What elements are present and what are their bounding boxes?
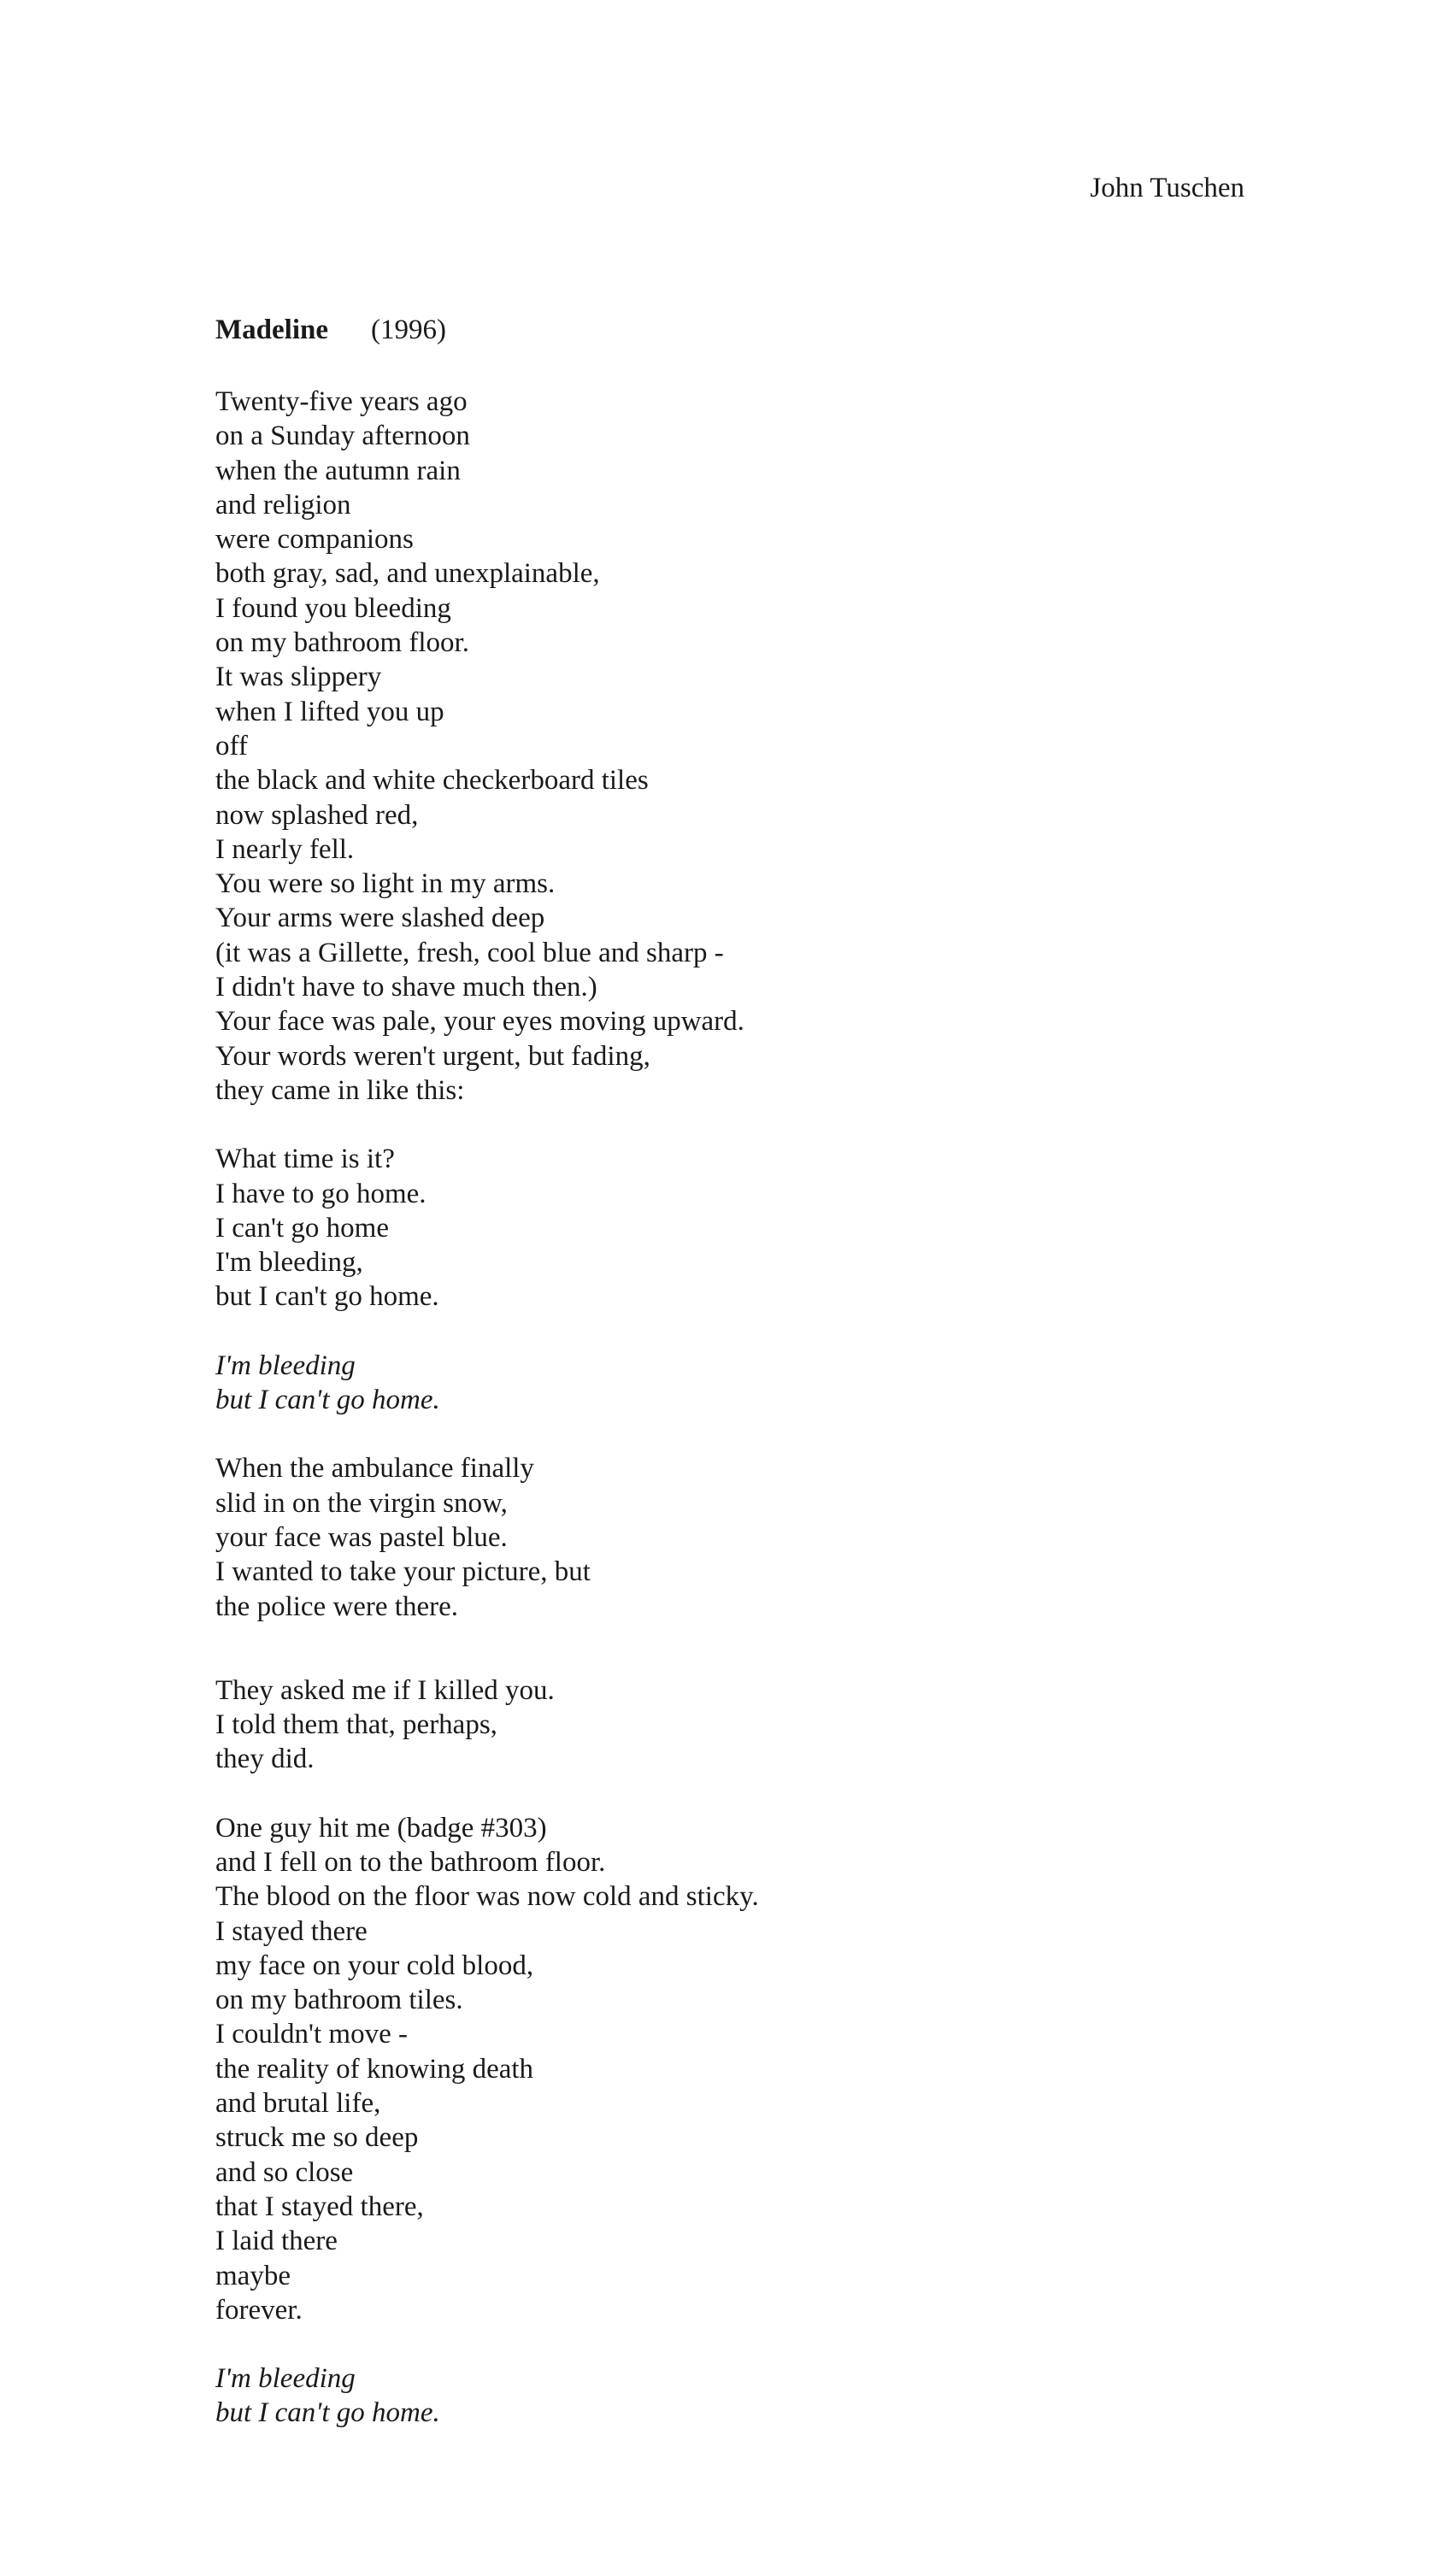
poem-line: but I can't go home.	[215, 1385, 440, 1416]
poem-line: I nearly fell.	[215, 833, 355, 865]
poem-line: You were so light in my arms.	[215, 868, 556, 900]
poem-line: (it was a Gillette, fresh, cool blue and sharp -	[215, 937, 724, 968]
poem-line: Twenty-five years ago	[215, 386, 468, 417]
poem-line: and so close	[215, 2156, 354, 2188]
poem-line: slid in on the virgin snow,	[215, 1487, 508, 1519]
poem-line: on my bathroom floor.	[215, 627, 469, 659]
stanza	[215, 1811, 1241, 2327]
poem	[215, 309, 1241, 2431]
poem-line: It was slippery	[215, 662, 382, 693]
poem-line: I stayed there	[215, 1915, 368, 1947]
poem-line: and religion	[215, 489, 351, 520]
poem-line: your face was pastel blue.	[215, 1521, 508, 1553]
poem-line: What time is it?	[215, 1144, 395, 1175]
poem-line: my face on your cold blood,	[215, 1950, 534, 1981]
poem-line: I told them that, perhaps,	[215, 1709, 497, 1741]
poem-line: I found you bleeding	[215, 592, 451, 624]
poem-body	[215, 385, 1241, 2431]
poem-line: both gray, sad, and unexplainable,	[215, 558, 600, 590]
poem-line: the police were there.	[215, 1591, 459, 1622]
poem-title: Madeline	[215, 315, 328, 345]
stanza	[215, 1451, 1241, 1623]
poem-line: I'm bleeding	[215, 2363, 356, 2395]
poem-line: I'm bleeding	[215, 1350, 356, 1381]
poem-heading	[215, 309, 1241, 350]
poem-line: I wanted to take your picture, but	[215, 1556, 591, 1588]
poem-line: struck me so deep	[215, 2122, 419, 2154]
poem-line: the black and white checkerboard tiles	[215, 765, 649, 797]
poem-line: maybe	[215, 2260, 291, 2291]
poem-year: (1996)	[370, 315, 446, 345]
poem-line: when I lifted you up	[215, 696, 444, 727]
poem-line: I'm bleeding,	[215, 1247, 363, 1279]
stanza	[215, 1349, 1241, 1418]
poem-line: but I can't go home.	[215, 1281, 439, 1313]
poem-line: and I fell on to the bathroom floor.	[215, 1846, 606, 1878]
poem-line: They asked me if I killed you.	[215, 1674, 555, 1706]
poem-line: they did.	[215, 1744, 315, 1775]
poem-line: were companions	[215, 524, 414, 556]
poem-line: that I stayed there,	[215, 2191, 424, 2222]
poem-line: When the ambulance finally	[215, 1453, 534, 1485]
poem-line: and brutal life,	[215, 2088, 381, 2120]
stanza	[215, 385, 1241, 1108]
poem-line: Your words weren't urgent, but fading,	[215, 1040, 650, 1072]
poem-line: on a Sunday afternoon	[215, 421, 470, 452]
poem-line: Your arms were slashed deep	[215, 903, 545, 934]
poem-line: I couldn't move -	[215, 2019, 408, 2050]
stanza	[215, 1673, 1241, 1777]
poem-line: I have to go home.	[215, 1178, 426, 1209]
poem-line: Your face was pale, your eyes moving upward.	[215, 1006, 744, 1038]
poem-line: I didn't have to shave much then.)	[215, 972, 597, 1003]
poem-line: One guy hit me (badge #303)	[215, 1812, 547, 1844]
poem-line: off	[215, 730, 248, 762]
poem-line: I can't go home	[215, 1212, 389, 1244]
stanza	[215, 1142, 1241, 1314]
author-name: John Tuschen	[1090, 173, 1244, 203]
poem-line: but I can't go home.	[215, 2397, 440, 2429]
poem-line: forever.	[215, 2294, 303, 2326]
poem-line: now splashed red,	[215, 799, 419, 831]
poem-line: on my bathroom tiles.	[215, 1985, 463, 2016]
poem-line: when the autumn rain	[215, 455, 461, 486]
poem-line: I laid there	[215, 2226, 338, 2257]
poem-line: they came in like this:	[215, 1074, 465, 1106]
poem-line: the reality of knowing death	[215, 2053, 534, 2085]
poem-line: The blood on the floor was now cold and sticky.	[215, 1881, 759, 1913]
stanza	[215, 2361, 1241, 2431]
